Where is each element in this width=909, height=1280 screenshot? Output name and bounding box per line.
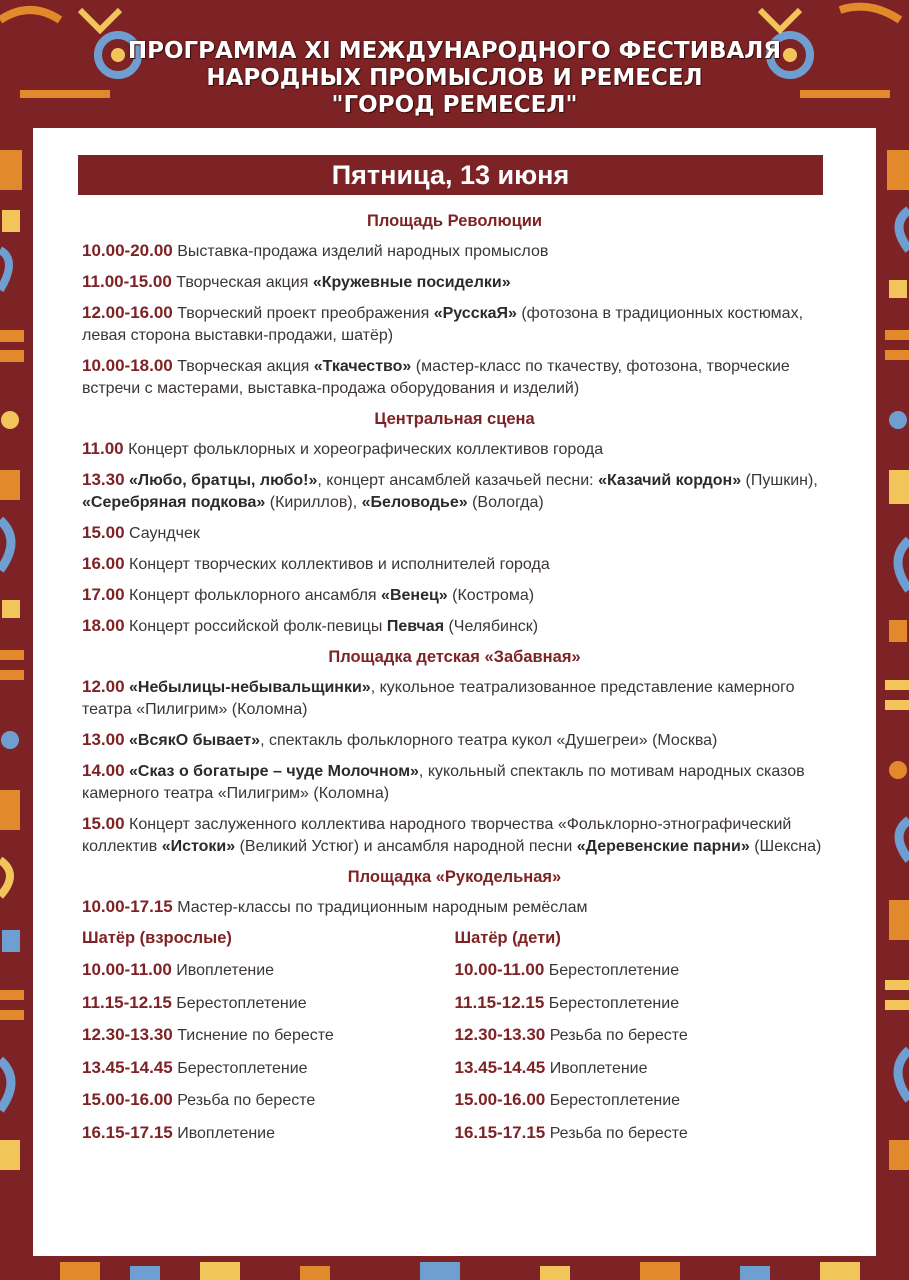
- item-time: 17.00: [82, 585, 125, 604]
- program-sheet: [33, 128, 876, 1256]
- ornament-right-column: [885, 150, 909, 1170]
- tent-row: [455, 1089, 828, 1111]
- item-time: 12.00: [82, 677, 125, 696]
- item-text: Концерт фольклорных и хореографических коллективов города: [128, 441, 604, 458]
- item-time: 15.00: [82, 523, 125, 542]
- item-title: Певчая: [386, 618, 445, 635]
- item-title: «Кружевные посиделки»: [312, 274, 511, 291]
- schedule-item: [82, 729, 827, 752]
- item-text: Берестоплетение: [548, 962, 680, 979]
- title-line-1: ПРОГРАММА XI МЕЖДУНАРОДНОГО ФЕСТИВАЛЯ: [127, 38, 782, 64]
- item-text: Мастер-классы по традиционным народным ремёслам: [177, 899, 588, 916]
- venue-heading: Площадка детская «Забавная»: [328, 648, 581, 666]
- tent-row: [82, 1122, 455, 1144]
- item-title: «Любо, братцы, любо!»: [129, 472, 318, 489]
- item-text: Тиснение по бересте: [177, 1027, 334, 1044]
- item-text: , спектакль фольклорного театра кукол «Душегреи» (Москва): [260, 732, 718, 749]
- schedule-item: [82, 760, 827, 805]
- item-text: Берестоплетение: [549, 1092, 681, 1109]
- venue-heading: Площадь Революции: [366, 212, 543, 230]
- item-text: , кукольное театрализованное представление камерного театра «Пилигрим» (Коломна): [82, 679, 795, 718]
- item-time: 10.00-20.00: [82, 241, 173, 260]
- item-title: «Венец»: [381, 587, 448, 604]
- item-text: Берестоплетение: [176, 994, 307, 1012]
- item-text: (Кириллов),: [265, 494, 362, 511]
- schedule-item: [82, 896, 827, 919]
- item-text: (Челябинск): [444, 618, 539, 635]
- program-content: [82, 210, 827, 1154]
- title-line-3: "ГОРОД РЕМЕСЕЛ": [331, 92, 578, 118]
- item-time: 16.15-17.15: [82, 1122, 173, 1142]
- item-text: Выставка-продажа изделий народных промыслов: [177, 243, 549, 260]
- schedule-item: [82, 271, 827, 294]
- item-title: «Серебряная подкова»: [82, 494, 266, 511]
- item-time: 15.00-16.00: [454, 1090, 546, 1109]
- tent-row: [455, 1057, 828, 1079]
- schedule-item: [82, 615, 827, 638]
- tent-row: [455, 1122, 828, 1144]
- schedule-item: [82, 676, 827, 721]
- venue-heading: Площадка «Рукодельная»: [347, 868, 562, 886]
- tent-kids: [455, 927, 828, 1154]
- item-time: 11.00-15.00: [82, 272, 172, 291]
- tent-adults-title: Шатёр (взрослые): [82, 929, 232, 947]
- schedule-item: [82, 584, 827, 607]
- item-text: (Шексна): [749, 838, 822, 855]
- item-time: 13.45-14.45: [82, 1057, 173, 1077]
- tent-row: [455, 959, 828, 981]
- item-text: Берестоплетение: [548, 994, 680, 1012]
- item-title: «Ткачество»: [313, 358, 412, 375]
- item-time: 10.00-11.00: [454, 960, 545, 979]
- item-text: Концерт заслуженного коллектива народного творчества «Фольклорно-этнографический коллектив: [82, 816, 792, 855]
- schedule-item: [82, 355, 827, 400]
- item-text: , концерт ансамблей казачьей песни:: [317, 472, 599, 489]
- item-time: 15.00: [82, 814, 125, 833]
- item-title: «Казачий кордон»: [598, 472, 742, 489]
- item-text: Творческий проект преображения: [177, 305, 434, 322]
- item-text: Берестоплетение: [177, 1059, 308, 1077]
- tent-row: [82, 1057, 455, 1079]
- item-text: Саундчек: [129, 525, 200, 542]
- item-title: «Беловодье»: [361, 494, 468, 511]
- schedule-item: [82, 522, 827, 545]
- festival-title: [0, 38, 909, 119]
- item-time: 14.00: [82, 761, 125, 780]
- item-text: (Кострома): [447, 587, 535, 604]
- tent-schedules: [82, 927, 827, 1154]
- item-title: «Истоки»: [161, 838, 236, 855]
- item-time: 18.00: [82, 616, 125, 635]
- item-time: 12.30-13.30: [454, 1025, 546, 1044]
- ornament-left-column: [0, 150, 24, 1170]
- schedule-item: [82, 438, 827, 461]
- tent-row: [455, 1024, 828, 1046]
- item-title: «Сказ о богатыре – чуде Молочном»: [129, 763, 419, 780]
- tent-row: [82, 992, 455, 1014]
- item-text: Резьба по бересте: [549, 1027, 688, 1044]
- item-text: (Вологда): [467, 494, 544, 511]
- item-text: Концерт творческих коллективов и исполнителей города: [129, 556, 550, 573]
- tent-kids-title: Шатёр (дети): [454, 929, 561, 947]
- item-text: Концерт фольклорного ансамбля: [129, 587, 382, 604]
- item-time: 13.00: [82, 730, 125, 749]
- item-text: Ивоплетение: [549, 1059, 648, 1077]
- item-text: Резьба по бересте: [549, 1124, 688, 1142]
- item-time: 12.30-13.30: [82, 1025, 173, 1044]
- item-time: 13.45-14.45: [454, 1057, 546, 1077]
- item-text: Ивоплетение: [177, 1124, 276, 1142]
- item-text: Творческая акция: [177, 358, 314, 375]
- item-title: «Деревенские парни»: [576, 838, 750, 855]
- ornament-bottom-band: [60, 1262, 860, 1280]
- item-time: 16.15-17.15: [454, 1122, 546, 1142]
- schedule-item: [82, 553, 827, 576]
- item-text: (мастер-класс по ткачеству, фотозона, творческие встречи с мастерами, выставка-продажа оборудования и изделий): [82, 358, 790, 397]
- item-title: «РусскаЯ»: [433, 305, 517, 322]
- item-text: , кукольный спектакль по мотивам народных сказов камерного театра «Пилигрим» (Коломна): [82, 763, 805, 802]
- day-heading: Пятница, 13 июня: [78, 155, 823, 195]
- item-time: 10.00-18.00: [82, 356, 173, 375]
- item-text: Концерт российской фолк-певицы: [129, 618, 387, 635]
- item-time: 11.00: [82, 439, 124, 458]
- item-time: 11.15-12.15: [82, 992, 172, 1012]
- title-line-2: НАРОДНЫХ ПРОМЫСЛОВ И РЕМЕСЕЛ: [206, 65, 703, 91]
- schedule-item: [82, 813, 827, 858]
- item-time: 15.00-16.00: [82, 1090, 173, 1109]
- item-time: 16.00: [82, 554, 125, 573]
- item-time: 13.30: [82, 470, 125, 489]
- tent-row: [82, 1089, 455, 1111]
- item-time: 12.00-16.00: [82, 303, 173, 322]
- item-time: 10.00-17.15: [82, 897, 173, 916]
- item-text: (фотозона в традиционных костюмах, левая сторона выставки-продажи, шатёр): [82, 305, 804, 344]
- venue-heading: Центральная сцена: [374, 410, 535, 428]
- tent-row: [82, 1024, 455, 1046]
- item-time: 10.00-11.00: [82, 960, 172, 979]
- tent-row: [455, 992, 828, 1014]
- item-text: Творческая акция: [176, 274, 313, 291]
- item-title: «Небылицы-небывальщинки»: [129, 679, 371, 696]
- item-text: (Пушкин),: [741, 472, 818, 489]
- tent-adults: [82, 927, 455, 1154]
- schedule-item: [82, 302, 827, 347]
- item-text: Резьба по бересте: [177, 1092, 316, 1109]
- item-time: 11.15-12.15: [454, 992, 545, 1012]
- schedule-item: [82, 240, 827, 263]
- schedule-item: [82, 469, 827, 514]
- item-title: «ВсякО бывает»: [129, 732, 261, 749]
- tent-row: [82, 959, 455, 981]
- item-text: (Великий Устюг) и ансамбля народной песни: [235, 838, 577, 855]
- item-text: Ивоплетение: [176, 962, 275, 979]
